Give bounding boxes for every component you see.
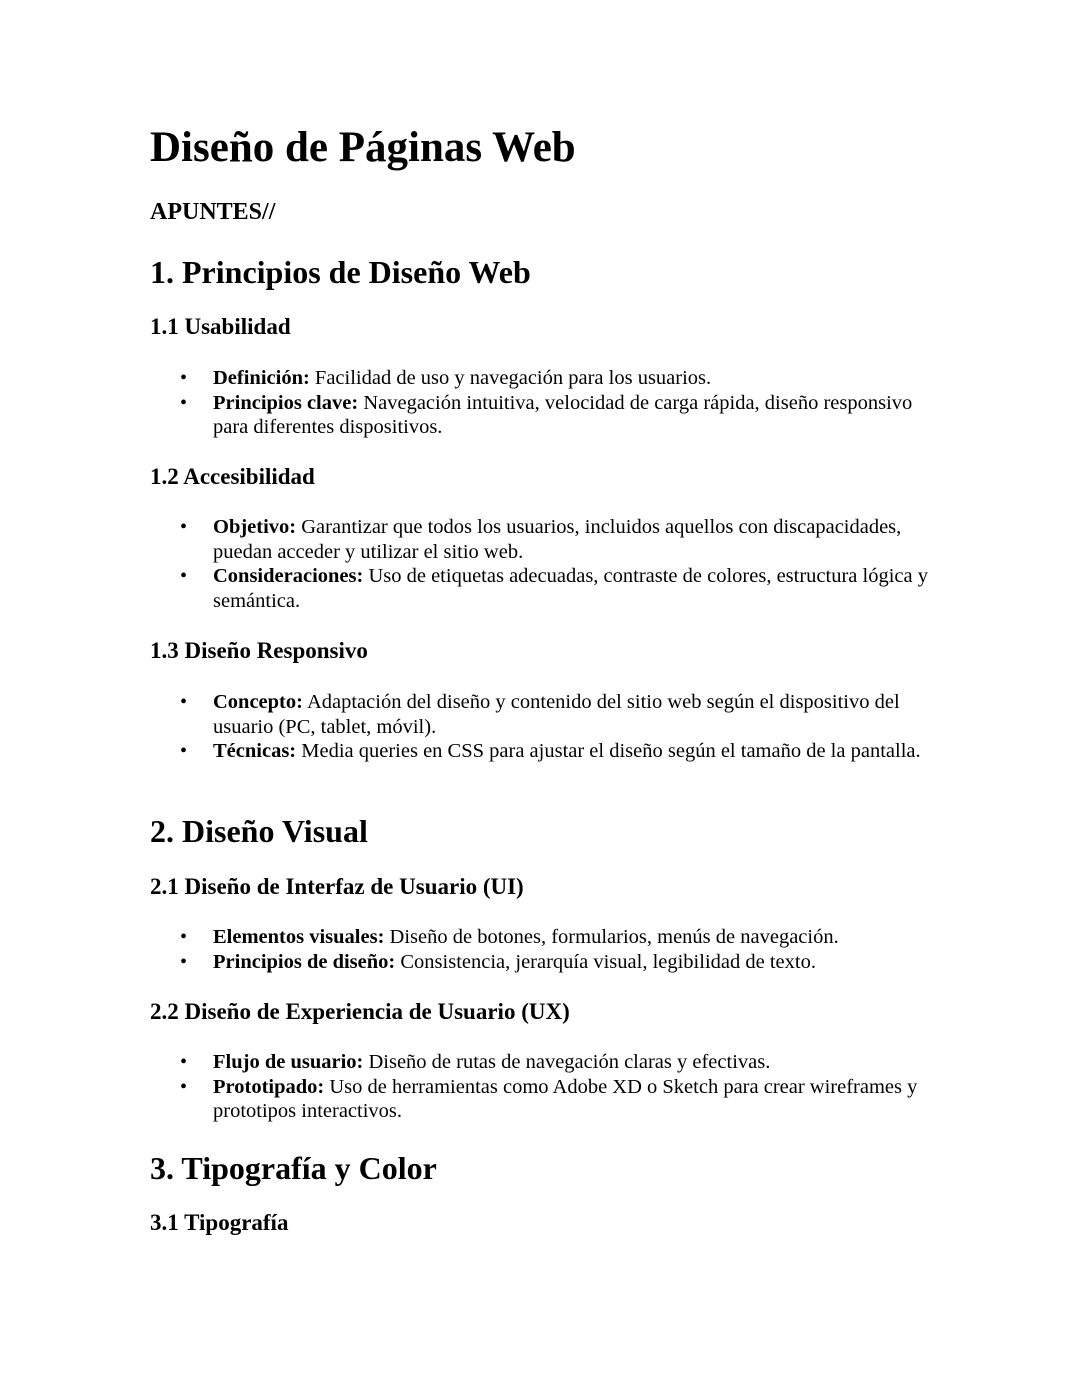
item-term: Objetivo:: [213, 516, 297, 538]
item-term: Prototipado:: [213, 1075, 325, 1098]
notes-subtitle: APUNTES//: [150, 199, 276, 225]
list-item: [150, 391, 940, 440]
item-text: Uso de etiquetas adecuadas, contraste de colores, estructura lógica y semántica.: [213, 565, 928, 612]
bullet-list-accesibilidad: [150, 515, 940, 613]
item-term: Principios clave:: [213, 391, 359, 414]
subsection-heading-usabilidad: 1.1 Usabilidad: [150, 314, 291, 339]
list-item: [150, 1075, 940, 1124]
list-item: [150, 1050, 940, 1075]
item-term: Concepto:: [213, 691, 303, 713]
list-item: [150, 690, 940, 739]
section-heading-principios: 1. Principios de Diseño Web: [150, 254, 531, 290]
item-term: Flujo de usuario:: [213, 1051, 364, 1073]
section-heading-tipografia-color: 3. Tipografía y Color: [150, 1150, 437, 1186]
item-text: Adaptación del diseño y contenido del sitio web según el dispositivo del usuario (PC, tablet, móvil).: [213, 691, 900, 738]
subsection-heading-tipografia: 3.1 Tipografía: [150, 1210, 289, 1235]
section-heading-diseno-visual: 2. Diseño Visual: [150, 813, 368, 849]
item-text: Facilidad de uso y navegación para los usuarios.: [309, 367, 712, 389]
bullet-list-responsivo: [150, 690, 940, 764]
item-text: Uso de herramientas como Adobe XD o Sketch para crear wireframes y prototipos interactivos.: [213, 1075, 918, 1122]
bullet-list-ux: [150, 1050, 940, 1124]
item-text: Diseño de rutas de navegación claras y efectivas.: [363, 1051, 771, 1073]
item-term: Definición:: [213, 367, 310, 389]
bullet-list-ui: [150, 925, 940, 974]
bullet-list-usabilidad: [150, 366, 940, 440]
item-term: Consideraciones:: [213, 565, 364, 587]
item-text: Navegación intuitiva, velocidad de carga rápida, diseño responsivo para diferentes dispositivos.: [213, 391, 913, 438]
list-item: [150, 366, 940, 391]
item-term: Técnicas:: [213, 740, 297, 762]
list-item: [150, 564, 940, 613]
subsection-heading-accesibilidad: 1.2 Accesibilidad: [150, 464, 315, 489]
item-text: Consistencia, jerarquía visual, legibilidad de texto.: [395, 950, 816, 973]
subsection-heading-responsivo: 1.3 Diseño Responsivo: [150, 638, 368, 663]
item-term: Principios de diseño:: [213, 950, 396, 973]
list-item: [150, 515, 940, 564]
subsection-heading-ui: 2.1 Diseño de Interfaz de Usuario (UI): [150, 874, 524, 899]
item-text: Diseño de botones, formularios, menús de navegación.: [384, 926, 839, 948]
list-item: [150, 739, 940, 764]
list-item: [150, 925, 940, 950]
item-text: Garantizar que todos los usuarios, incluidos aquellos con discapacidades, puedan acceder y utilizar el sitio web.: [213, 516, 902, 563]
subsection-heading-ux: 2.2 Diseño de Experiencia de Usuario (UX): [150, 999, 570, 1024]
item-term: Elementos visuales:: [213, 926, 385, 948]
item-text: Media queries en CSS para ajustar el diseño según el tamaño de la pantalla.: [296, 740, 921, 762]
list-item: [150, 950, 940, 975]
page-title: Diseño de Páginas Web: [150, 124, 576, 171]
